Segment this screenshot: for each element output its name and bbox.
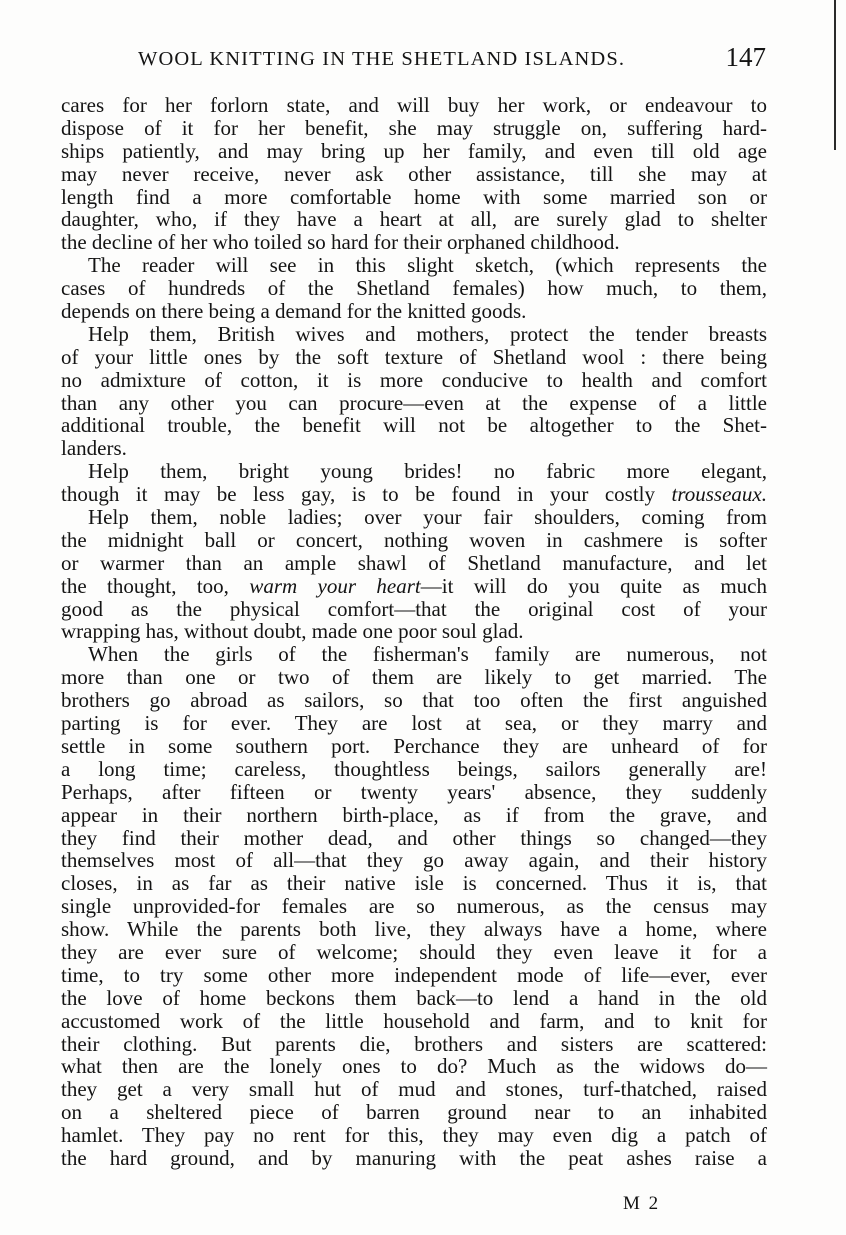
line-text: the midnight ball or concert, nothing woven in cashmere is softer [61, 527, 767, 552]
text-line [61, 758, 767, 781]
text-line [61, 735, 767, 758]
line-italic-text: warm your heart [249, 573, 421, 598]
line-text: though it may be less gay, is to be found in your costly [61, 482, 656, 507]
line-text: When the girls of the fisherman's family are numerous, not [88, 642, 767, 667]
line-text: on a sheltered piece of barren ground near to an inhabited [61, 1100, 767, 1125]
body-text [61, 94, 767, 1170]
line-text: or warmer than an ample shawl of Shetland manufacture, and let [61, 550, 767, 575]
text-line [61, 186, 767, 209]
signature-mark: M 2 [623, 1193, 661, 1214]
text-line [61, 506, 767, 529]
line-text: settle in some southern port. Perchance they are unheard of for [61, 733, 767, 758]
line-text: closes, in as far as their native isle is concerned. Thus it is, that [61, 871, 767, 896]
text-line [61, 575, 767, 598]
text-line [61, 460, 767, 483]
text-line [61, 1033, 767, 1056]
line-text: of your little ones by the soft texture of Shetland wool : there being [61, 344, 767, 369]
line-text: hamlet. They pay no rent for this, they may even dig a patch of [61, 1123, 767, 1148]
text-line [61, 300, 767, 323]
text-line [61, 414, 767, 437]
line-text: additional trouble, the benefit will not be altogether to the Shet- [61, 413, 767, 438]
line-text: Perhaps, after fifteen or twenty years' absence, they suddenly [61, 779, 767, 804]
text-line [61, 1147, 767, 1170]
line-text: they get a very small hut of mud and stones, turf-thatched, raised [61, 1077, 767, 1102]
line-text: depends on there being a demand for the knitted goods. [61, 299, 527, 324]
text-line [61, 1124, 767, 1147]
line-text: themselves most of all—that they go away again, and their history [61, 848, 767, 873]
text-line [61, 598, 767, 621]
text-line [61, 781, 767, 804]
line-text: what then are the lonely ones to do? Much as the widows do— [61, 1054, 767, 1079]
line-text: parting is for ever. They are lost at sea, or they marry and [61, 711, 767, 736]
line-text: they are ever sure of welcome; should they even leave it for a [61, 939, 767, 964]
line-text: the thought, too, [61, 573, 229, 598]
text-line [61, 163, 767, 186]
text-line [61, 895, 767, 918]
line-text: no admixture of cotton, it is more conducive to health and comfort [61, 367, 767, 392]
text-line [61, 369, 767, 392]
line-text: landers. [61, 436, 127, 461]
text-line [61, 208, 767, 231]
text-line [61, 941, 767, 964]
text-line [61, 804, 767, 827]
text-line [61, 849, 767, 872]
text-line [61, 872, 767, 895]
text-line [61, 231, 767, 254]
line-text: appear in their northern birth-place, as if from the grave, and [61, 802, 767, 827]
text-line [61, 827, 767, 850]
line-text: ships patiently, and may bring up her family, and even till old age [61, 138, 767, 163]
text-line [61, 94, 767, 117]
text-line [61, 483, 767, 506]
text-line [61, 437, 767, 460]
line-text: their clothing. But parents die, brothers and sisters are scattered: [61, 1031, 767, 1056]
line-text: cases of hundreds of the Shetland females) how much, to them, [61, 276, 767, 301]
line-text: the love of home beckons them back—to lend a hand in the old [61, 985, 767, 1010]
line-text: daughter, who, if they have a heart at all, are surely glad to shelter [61, 207, 767, 232]
line-text: than any other you can procure—even at the expense of a little [61, 390, 767, 415]
running-title: WOOL KNITTING IN THE SHETLAND ISLANDS. [138, 48, 626, 70]
running-head [138, 42, 774, 76]
line-text: wrapping has, without doubt, made one poor soul glad. [61, 619, 524, 644]
line-text: a long time; careless, thoughtless beings, sailors generally are! [61, 756, 767, 781]
line-italic-text: trousseaux. [671, 482, 767, 507]
line-text: Help them, British wives and mothers, protect the tender breasts [88, 321, 767, 346]
text-line [61, 987, 767, 1010]
text-line [61, 666, 767, 689]
line-text: The reader will see in this slight sketch, (which represents the [88, 253, 767, 278]
line-text-continued: —it will do you quite as much [420, 573, 768, 598]
text-line [61, 620, 767, 643]
text-line [61, 254, 767, 277]
line-text: time, to try some other more independent mode of life—ever, ever [61, 962, 767, 987]
line-text: may never receive, never ask other assistance, till she may at [61, 161, 767, 186]
text-line [61, 140, 767, 163]
text-line [61, 1101, 767, 1124]
line-text: accustomed work of the little household and farm, and to knit for [61, 1008, 767, 1033]
text-line [61, 712, 767, 735]
text-line [61, 1010, 767, 1033]
line-text: cares for her forlorn state, and will buy her work, or endeavour to [61, 93, 767, 117]
line-text: more than one or two of them are likely to get married. The [61, 665, 767, 690]
page-number: 147 [725, 42, 766, 72]
text-line [61, 529, 767, 552]
line-text: they find their mother dead, and other things so changed—they [61, 825, 767, 850]
text-line [61, 552, 767, 575]
line-text: show. While the parents both live, they always have a home, where [61, 917, 767, 942]
line-text: single unprovided-for females are so numerous, as the census may [61, 894, 767, 919]
text-line [61, 323, 767, 346]
line-text: length find a more comfortable home with some married son or [61, 184, 767, 209]
text-line [61, 1078, 767, 1101]
text-line [61, 392, 767, 415]
page-edge-rule [834, 0, 836, 150]
text-line [61, 964, 767, 987]
text-line [61, 117, 767, 140]
line-text: good as the physical comfort—that the original cost of your [61, 596, 767, 621]
line-text: brothers go abroad as sailors, so that too often the first anguished [61, 688, 767, 713]
line-text: the decline of her who toiled so hard for their orphaned childhood. [61, 230, 620, 255]
text-line [61, 346, 767, 369]
line-text: Help them, noble ladies; over your fair shoulders, coming from [88, 505, 767, 530]
text-line [61, 643, 767, 666]
text-line [61, 277, 767, 300]
text-line [61, 1055, 767, 1078]
line-text: Help them, bright young brides! no fabric more elegant, [88, 459, 767, 484]
line-text: the hard ground, and by manuring with the peat ashes raise a [61, 1145, 767, 1170]
text-line [61, 689, 767, 712]
text-line [61, 918, 767, 941]
line-text: dispose of it for her benefit, she may struggle on, suffering hard- [61, 115, 767, 140]
